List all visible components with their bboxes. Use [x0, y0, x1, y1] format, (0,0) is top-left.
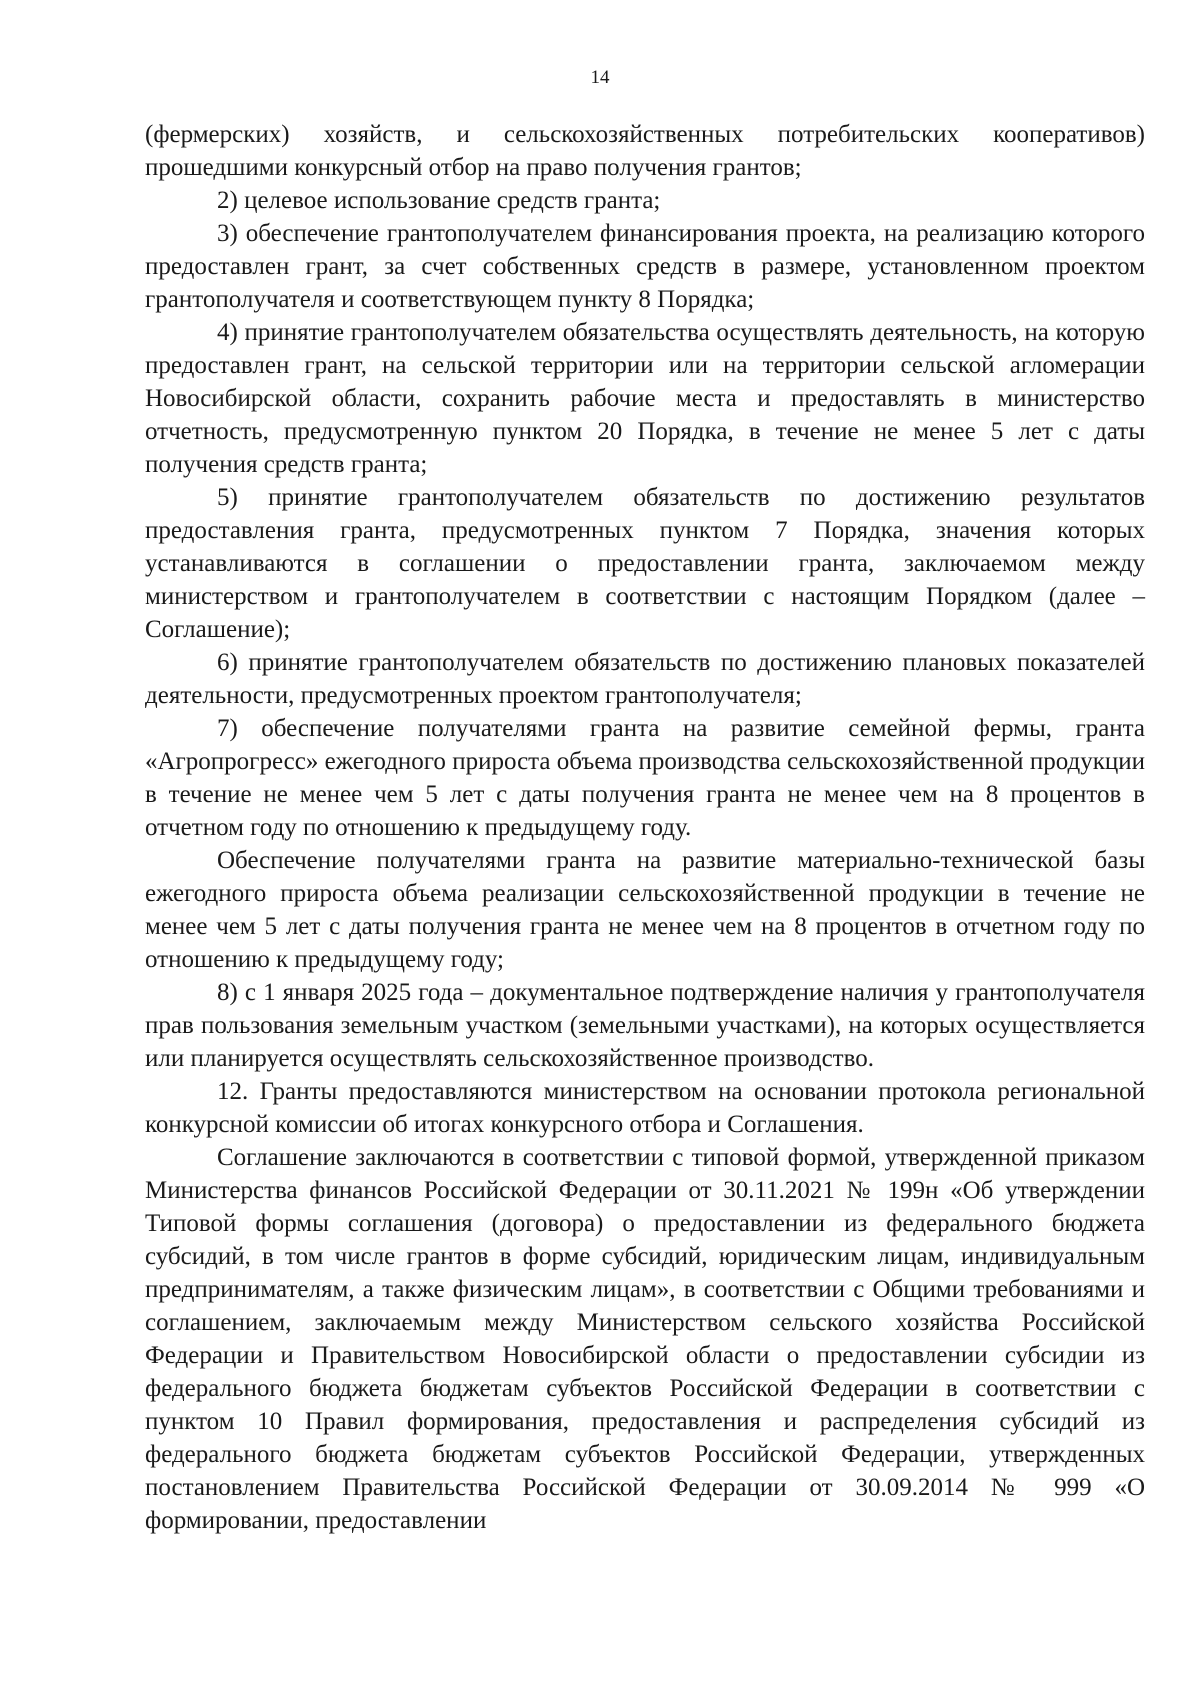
paragraph-agreement: Соглашение заключаются в соответствии с типовой формой, утвержденной приказом Министерства финансов Российской Федерации от 30.11.2021 № 199н «Об утверждении Типовой формы соглашения (договора) о предоставлении из федерального бюджета субсидий, в том числе грантов в форме субсидий, юридическим лицам, индивидуальным предпринимателям, а также физическим лицам», в соответствии с Общими требованиями и соглашением, заключаемым между Министерством сельского хозяйства Российской Федерации и Правительством Новосибирской области о предоставлении субсидии из федерального бюджета бюджетам субъектов Российской Федерации в соответствии с пунктом 10 Правил формирования, предоставления и распределения субсидий из федерального бюджета бюджетам субъектов Российской Федерации, утвержденных постановлением Правительства Российской Федерации от 30.09.2014 № 999 «О формировании, предоставлении [145, 1144, 1145, 1534]
paragraph-item-6: 6) принятие грантополучателем обязательств по достижению плановых показателей деятельности, предусмотренных проектом грантополучателя; [145, 649, 1145, 709]
paragraph-item-2: 2) целевое использование средств гранта; [217, 187, 661, 214]
paragraph-item-7-continued: Обеспечение получателями гранта на развитие материально-технической базы ежегодного прироста объема реализации сельскохозяйственной продукции в течение не менее чем 5 лет с даты получения гранта не менее чем на 8 процентов в отчетном году по отношению к предыдущему году; [145, 847, 1145, 973]
paragraph-item-3: 3) обеспечение грантополучателем финансирования проекта, на реализацию которого предоставлен грант, за счет собственных средств в размере, установленном проектом грантополучателя и соответствующем пункту 8 Порядка; [145, 220, 1145, 313]
paragraph-clause-12: 12. Гранты предоставляются министерством на основании протокола региональной конкурсной комиссии об итогах конкурсного отбора и Соглашения. [145, 1078, 1145, 1138]
paragraph-item-4: 4) принятие грантополучателем обязательства осуществлять деятельность, на которую предоставлен грант, на сельской территории или на территории сельской агломерации Новосибирской области, сохранить рабочие места и предоставлять в министерство отчетность, предусмотренную пунктом 20 Порядка, в течение не менее 5 лет с даты получения средств гранта; [145, 319, 1145, 478]
document-body [145, 118, 1145, 1537]
paragraph-item-8: 8) с 1 января 2025 года – документальное подтверждение наличия у грантополучателя прав пользования земельным участком (земельными участками), на которых осуществляется или планируется осуществлять сельскохозяйственное производство. [145, 979, 1145, 1072]
page-number: 14 [590, 67, 610, 88]
paragraph-item-7: 7) обеспечение получателями гранта на развитие семейной фермы, гранта «Агропрогресс» ежегодного прироста объема производства сельскохозяйственной продукции в течение не менее чем 5 лет с даты получения гранта не менее чем на 8 процентов в отчетном году по отношению к предыдущему году. [145, 715, 1145, 841]
paragraph-item-5: 5) принятие грантополучателем обязательств по достижению результатов предоставления гранта, предусмотренных пунктом 7 Порядка, значения которых устанавливаются в соглашении о предоставлении гранта, заключаемом между министерством и грантополучателем в соответствии с настоящим Порядком (далее – Соглашение); [145, 484, 1145, 643]
paragraph-continuation: (фермерских) хозяйств, и сельскохозяйственных потребительских кооперативов) прошедшими конкурсный отбор на право получения грантов; [145, 121, 1145, 181]
